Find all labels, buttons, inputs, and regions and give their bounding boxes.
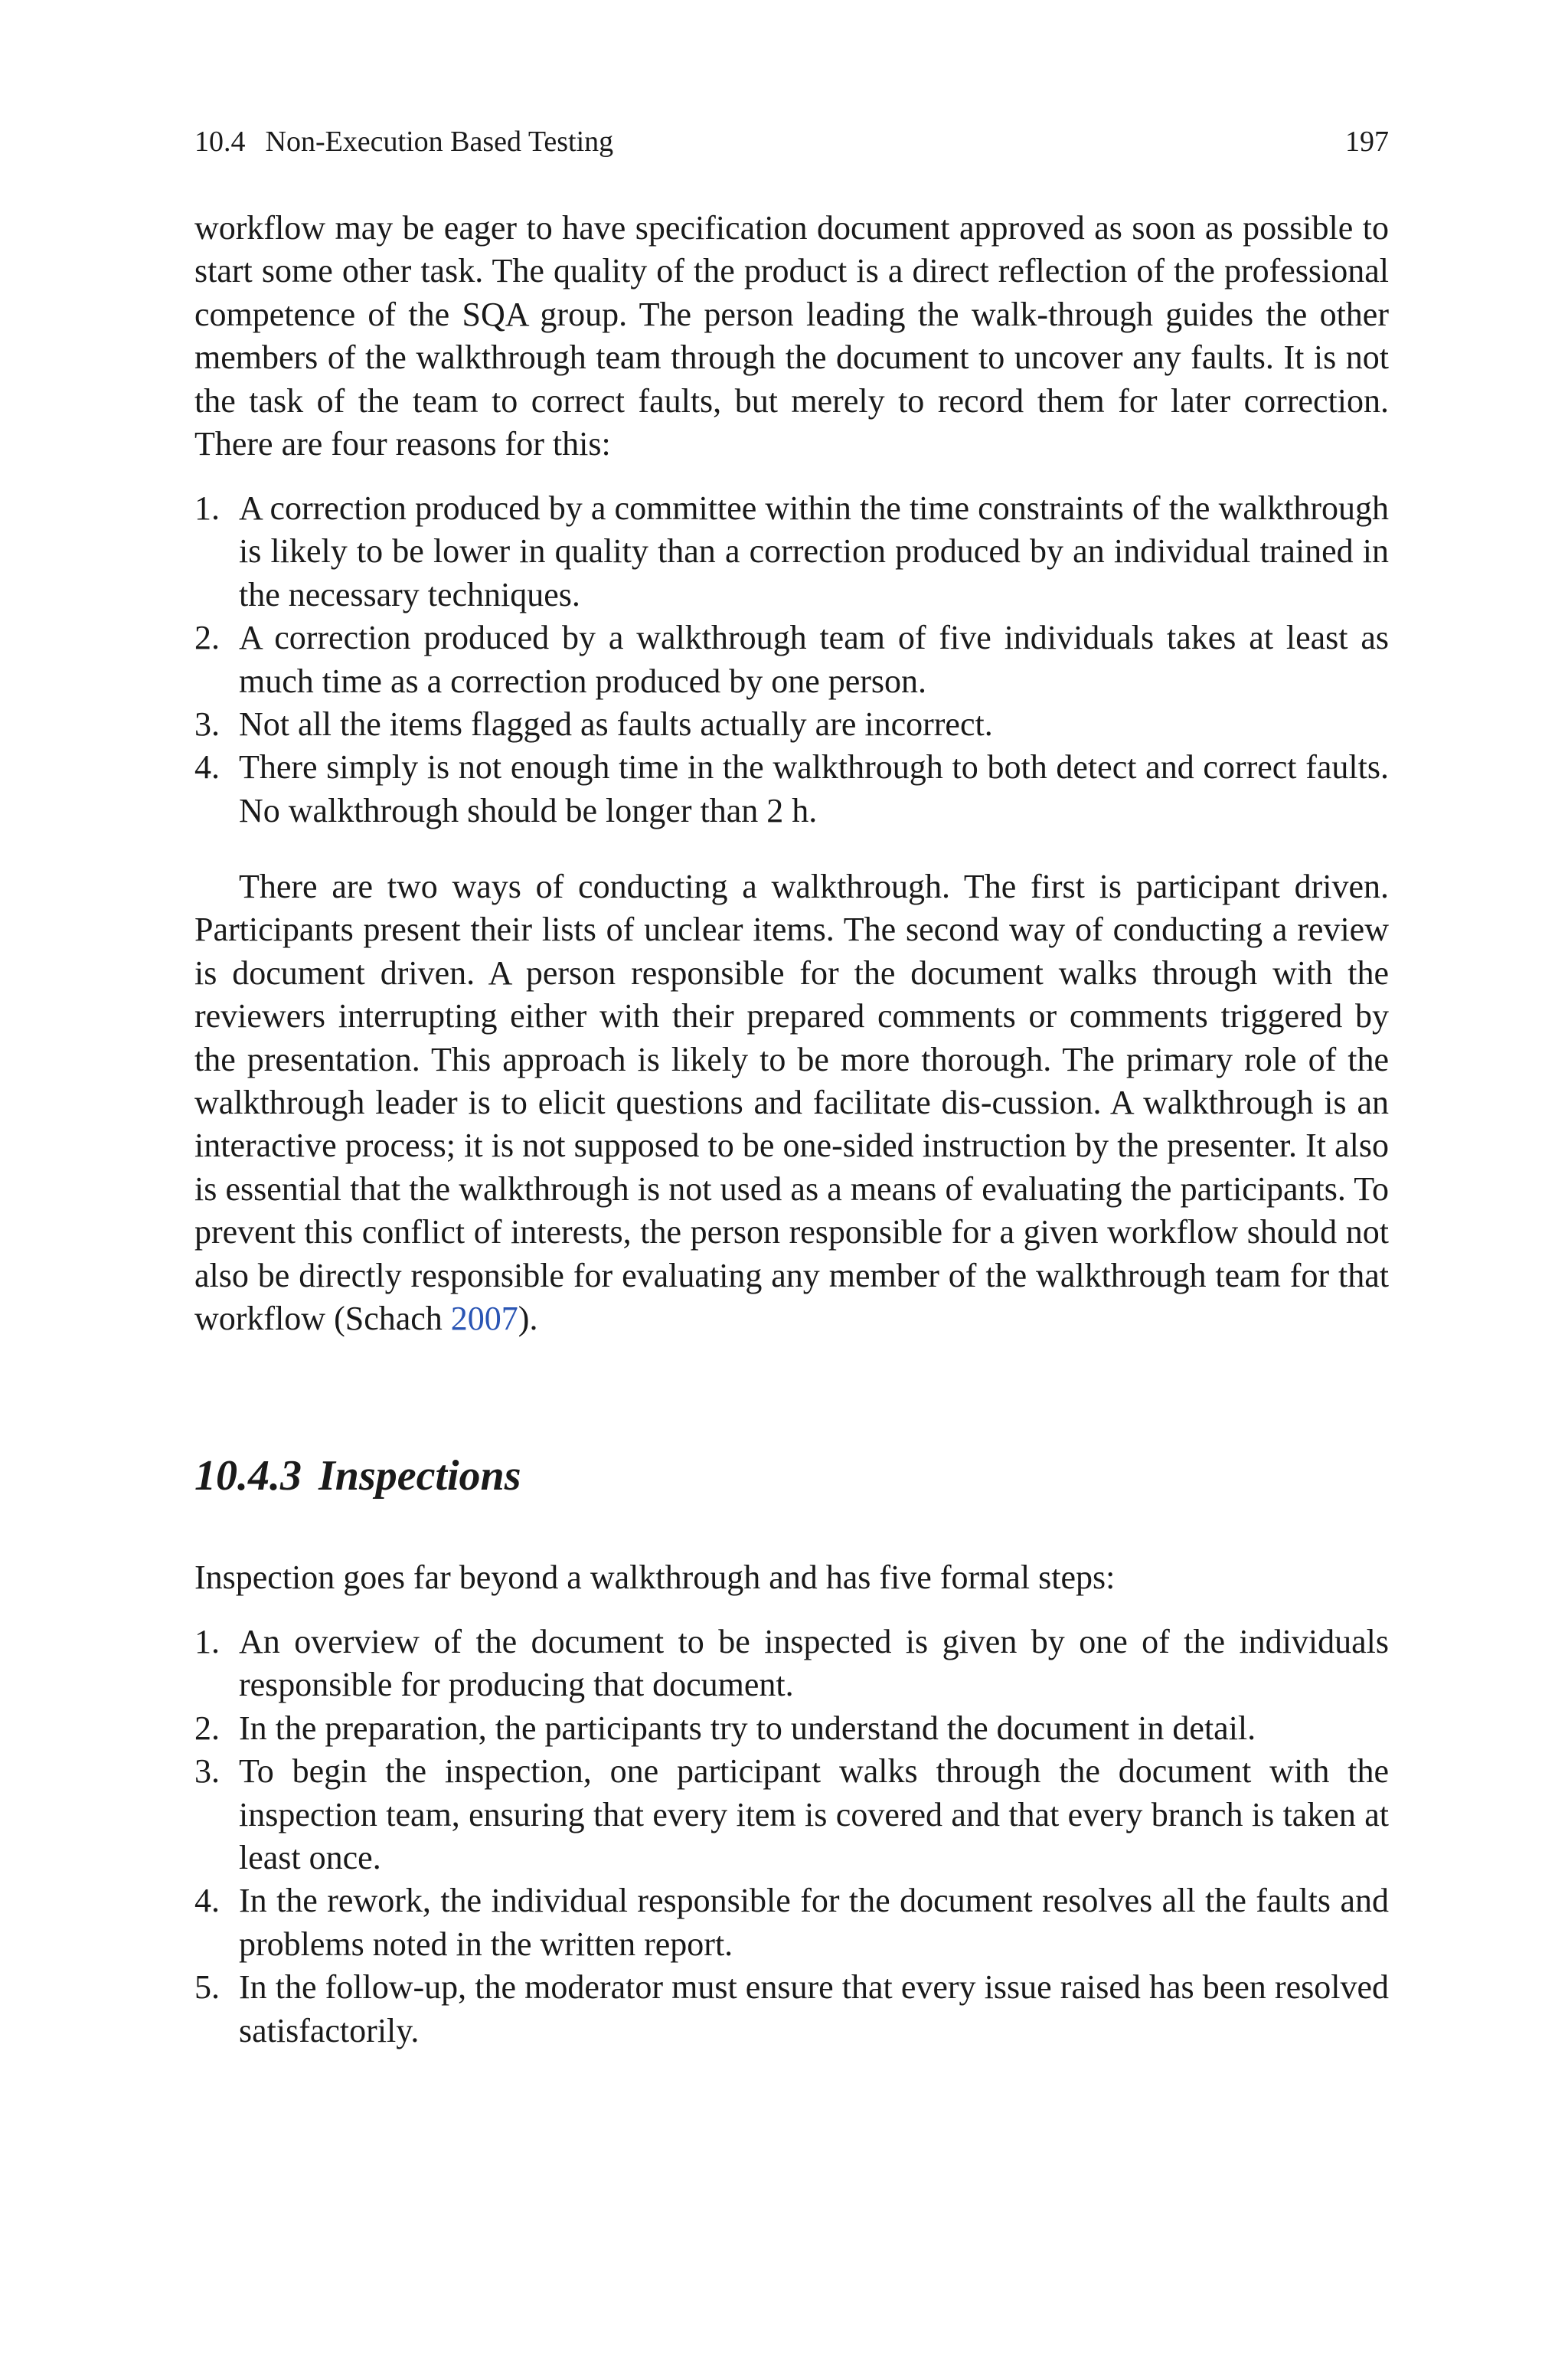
list-item-text: Not all the items flagged as faults actually are incorrect.: [239, 705, 993, 744]
list-item-number: 1.: [194, 489, 220, 527]
list-item: [194, 617, 1389, 703]
list-item: [194, 487, 1389, 617]
running-header: [194, 123, 1389, 161]
list-item-number: 1.: [194, 1623, 220, 1660]
list-item-text: A correction produced by a committee within the time constraints of the walkthrough is likely to be lower in quality than a correction produced by an individual trained in the necessary techniques.: [239, 489, 1389, 613]
section-title: Inspections: [318, 1452, 521, 1500]
citation-link[interactable]: 2007: [450, 1300, 518, 1338]
list-item-text: In the rework, the individual responsible for the document resolves all the faults and problems noted in the written report.: [239, 1882, 1389, 1963]
reasons-list: [194, 487, 1389, 832]
list-item-number: 3.: [194, 705, 220, 744]
running-header-section: [194, 123, 613, 161]
list-item-number: 3.: [194, 1752, 220, 1791]
list-item: [194, 1966, 1389, 2053]
list-item-text: In the preparation, the participants try to understand the document in detail.: [239, 1709, 1256, 1747]
header-section-title: Non-Execution Based Testing: [265, 126, 614, 158]
paragraph-2-text: There are two ways of conducting a walkthrough. The first is participant driven. Participants present their lists of unclear items. The second way of conducting a review is document driven. A person responsible for the document walks through with the reviewers interrupting either with their prepared comments or comments triggered by the presentation. This approach is likely to be more thorough. The primary role of the walkthrough leader is to elicit questions and facilitate dis-cussion. A walkthrough is an interactive process; it is not supposed to be one-sided instruction by the presenter. It also is essential that the walkthrough is not used as a means of evaluating the participants. To prevent this conflict of interests, the person responsible for a given workflow should not also be directly responsible for evaluating any member of the walkthrough team for that workflow (Schach: [194, 868, 1389, 1338]
page-number: 197: [1345, 126, 1389, 158]
list-item-text: To begin the inspection, one participant walks through the document with the inspection team, ensuring that every item is covered and that every branch is taken at least once.: [239, 1752, 1389, 1877]
list-item: [194, 1621, 1389, 1707]
list-item-number: 5.: [194, 1968, 220, 2007]
list-item-number: 2.: [194, 1709, 220, 1747]
list-item-number: 2.: [194, 619, 220, 657]
list-item: [194, 1750, 1389, 1879]
list-item-text: A correction produced by a walkthrough team of five individuals takes at least as much time as a correction produced by one person.: [239, 619, 1389, 700]
list-item: [194, 1707, 1389, 1750]
list-item-number: 4.: [194, 1882, 220, 1920]
body-paragraph-1: workflow may be eager to have specification document approved as soon as possible to start some other task. The quality of the product is a direct reflection of the professional competence of the SQA group. The person leading the walk-through guides the other members of the walkthrough team through the document to uncover any faults. It is not the task of the team to correct faults, but merely to record them for later correction. There are four reasons for this:: [194, 209, 1389, 463]
section-number: 10.4.3: [194, 1452, 302, 1500]
body-paragraph-2: [194, 865, 1389, 1340]
list-item-number: 4.: [194, 748, 220, 787]
list-item: [194, 1879, 1389, 1966]
list-item-text: In the follow-up, the moderator must ensure that every issue raised has been resolved satisfactorily.: [239, 1968, 1389, 2049]
inspection-steps-list: [194, 1621, 1389, 2053]
body-paragraph-3: Inspection goes far beyond a walkthrough and has five formal steps:: [194, 1559, 1116, 1596]
list-item-text: There simply is not enough time in the walkthrough to both detect and correct faults. No walkthrough should be longer than 2 h.: [239, 748, 1389, 829]
paragraph-2-closing: ).: [518, 1300, 538, 1338]
list-item: [194, 703, 1389, 746]
list-item-text: An overview of the document to be inspected is given by one of the individuals responsible for producing that document.: [239, 1623, 1389, 1704]
header-section-number: 10.4: [194, 126, 246, 158]
list-item: [194, 746, 1389, 832]
section-heading: [194, 1449, 1389, 1503]
